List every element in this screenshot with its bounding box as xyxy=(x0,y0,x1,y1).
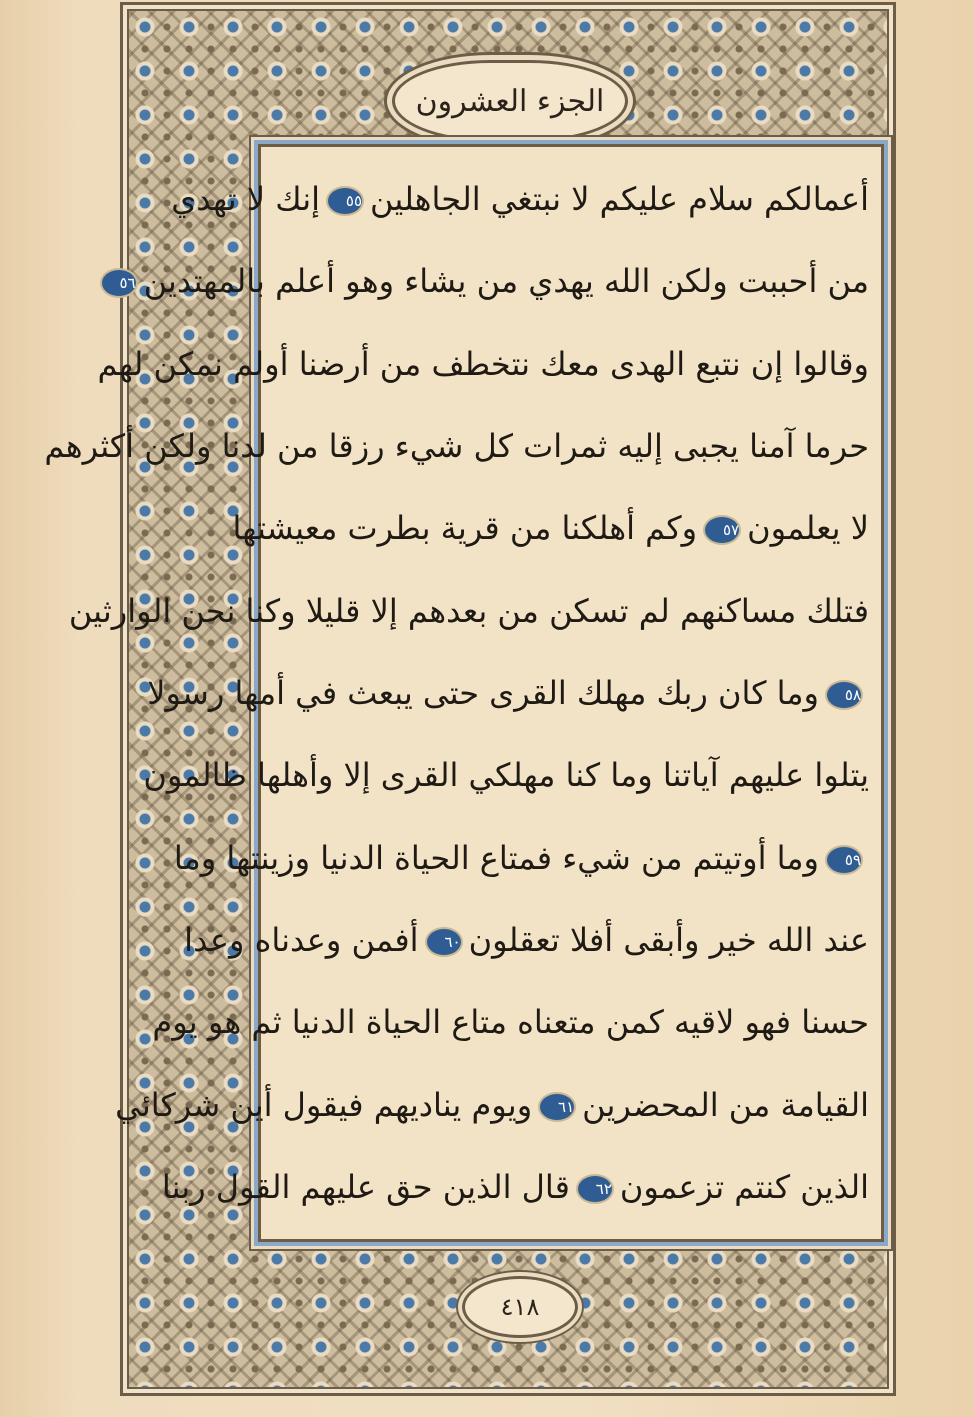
ayah-number-marker: ٥٩ xyxy=(825,845,863,875)
ayah-number-marker: ٥٧ xyxy=(703,515,741,545)
verse-text: أعمالكم سلام عليكم لا نبتغي الجاهلين xyxy=(370,180,869,218)
verse-line xyxy=(119,247,869,315)
verse-text: القيامة من المحضرين xyxy=(582,1085,869,1124)
verse-text-continued: وما كان ربك مهلك القرى حتى يبعث في أمها رسولا xyxy=(147,673,819,712)
verse-text-continued: وما أوتيتم من شيء فمتاع الحياة الدنيا وزينتها وما xyxy=(173,838,819,877)
verse-text: لا يعلمون xyxy=(747,509,869,548)
verse-line xyxy=(152,988,869,1056)
verse-line xyxy=(44,412,869,480)
ayah-number-marker: ٦١ xyxy=(538,1092,576,1122)
verse-text-continued: أفمن وعدناه وعدا xyxy=(184,920,419,959)
verse-line xyxy=(161,1153,869,1221)
verse-line xyxy=(184,906,869,974)
ayah-number-marker: ٦٢ xyxy=(576,1174,614,1204)
verse-line xyxy=(115,1071,869,1139)
verse-line xyxy=(68,577,869,645)
ayah-number-marker: ٥٦ xyxy=(100,268,138,298)
page-number: ٤١٨ xyxy=(500,1293,540,1321)
juz-header-cartouche xyxy=(392,60,628,142)
verse-text: حسنا فهو لاقيه كمن متعناه متاع الحياة الدنيا ثم هو يوم xyxy=(152,1003,869,1042)
verse-text: وقالوا إن نتبع الهدى معك نتخطف من أرضنا أولم نمكن لهم xyxy=(97,344,869,383)
verse-text-continued: إنك لا تهدي xyxy=(171,180,321,218)
ayah-number-marker: ٦٠ xyxy=(425,927,463,957)
verse-text-continued: وكم أهلكنا من قرية بطرت معيشتها xyxy=(232,509,698,548)
verse-text: الذين كنتم تزعمون xyxy=(619,1167,869,1206)
verse-text: يتلوا عليهم آياتنا وما كنا مهلكي القرى إلا وأهلها ظالمون xyxy=(143,756,869,795)
ayah-number-marker: ٥٨ xyxy=(825,680,863,710)
verse-text: حرما آمنا يجبى إليه ثمرات كل شيء رزقا من لدنا ولكن أكثرهم xyxy=(44,426,869,465)
verse-line xyxy=(143,741,869,809)
verse-text: فتلك مساكنهم لم تسكن من بعدهم إلا قليلا وكنا نحن الوارثين xyxy=(68,591,869,630)
verse-line xyxy=(232,494,869,562)
verse-text-continued: ويوم يناديهم فيقول أين شركائي xyxy=(115,1085,533,1124)
verse-text: من أحببت ولكن الله يهدي من يشاء وهو أعلم بالمهتدين xyxy=(143,262,869,301)
verse-line xyxy=(171,165,869,233)
verse-line xyxy=(173,824,869,892)
verse-text-continued: قال الذين حق عليهم القول ربنا xyxy=(161,1167,570,1206)
verse-line xyxy=(147,659,869,727)
verse-text: عند الله خير وأبقى أفلا تعقلون xyxy=(468,920,869,959)
verse-lines xyxy=(44,165,869,1221)
verse-line xyxy=(97,330,869,398)
text-panel xyxy=(44,144,884,1242)
juz-title: الجزء العشرون xyxy=(415,83,605,119)
ayah-number-marker: ٥٥ xyxy=(326,186,364,216)
page-number-cartouche xyxy=(462,1276,578,1338)
